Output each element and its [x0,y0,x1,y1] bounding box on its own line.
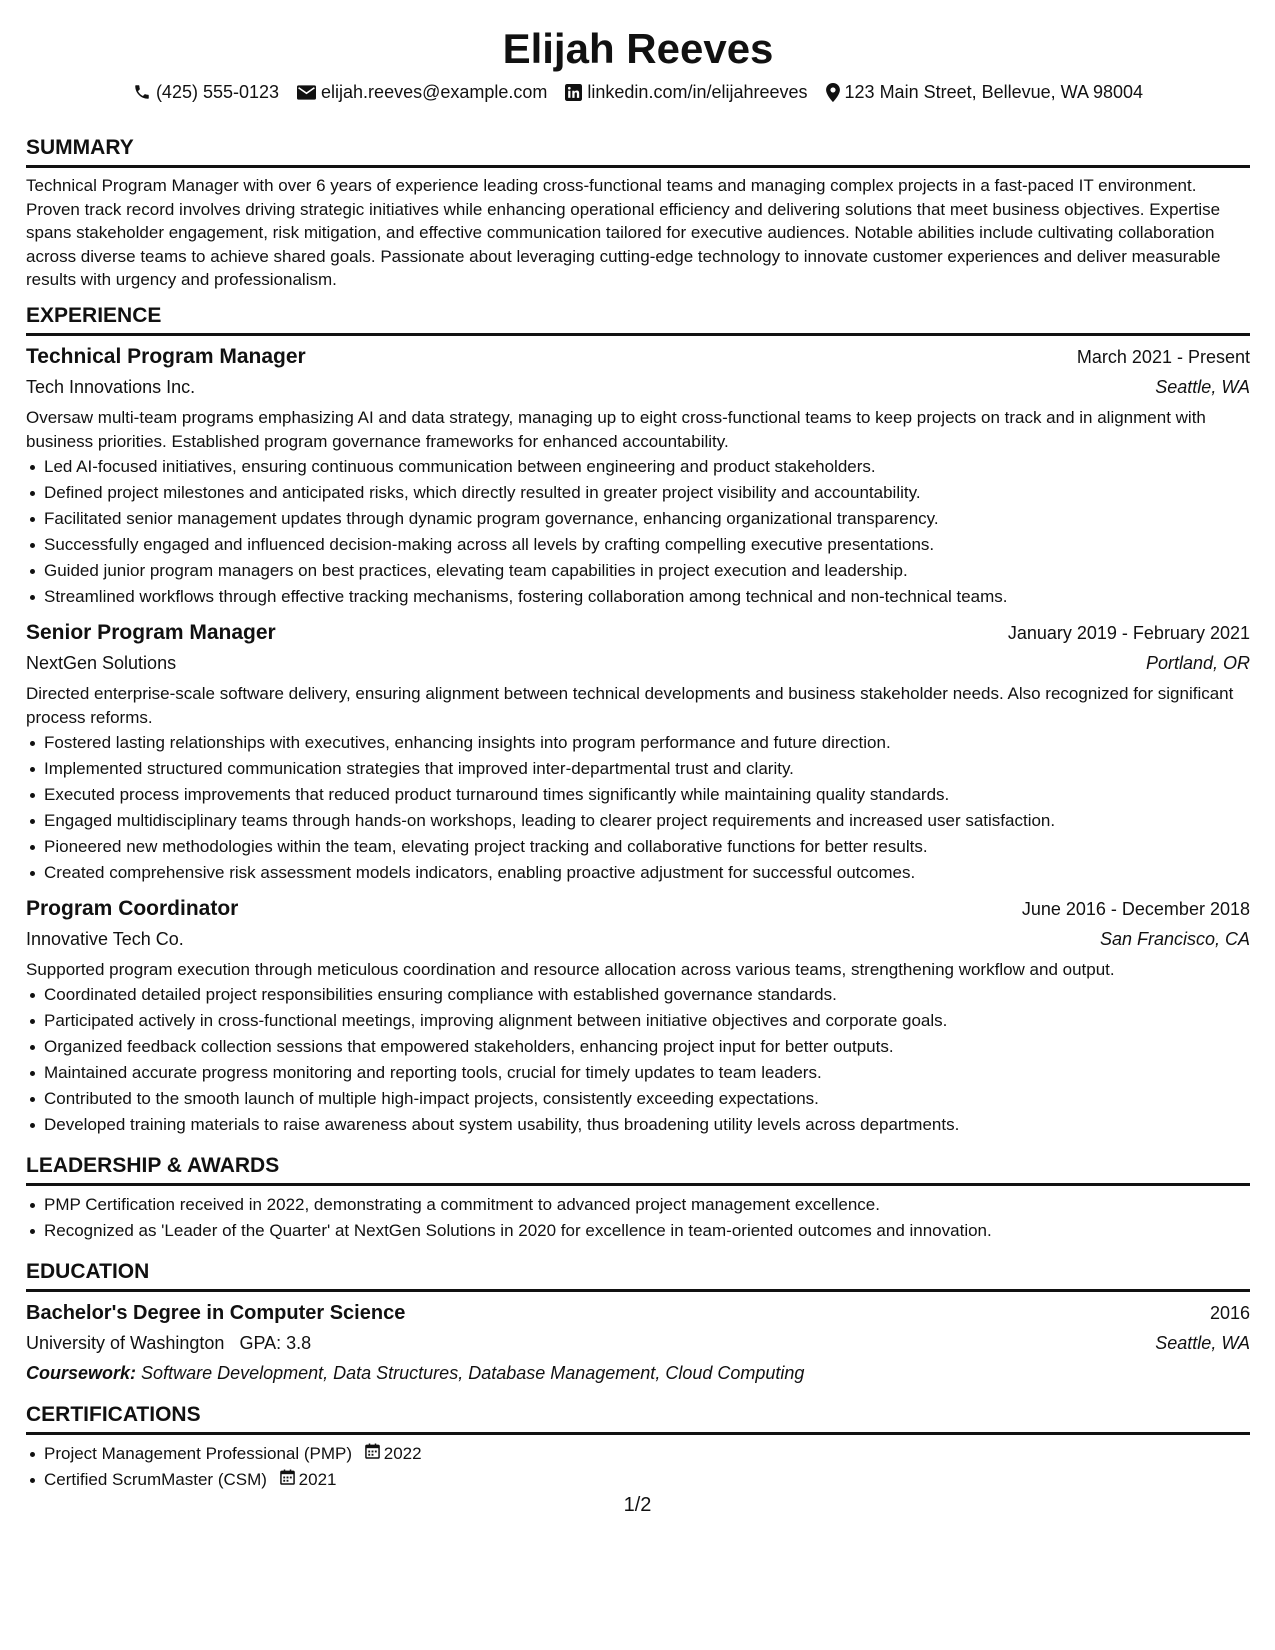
job-description: Supported program execution through meticulous coordination and resource allocation across various teams, strengthening workflow and output. [26,959,1115,979]
list-item [44,1441,1250,1467]
list-item: Engaged multidisciplinary teams through hands-on workshops, leading to clearer project requirements and increased user satisfaction. [44,808,1250,834]
job-bullets [26,454,1250,610]
school-info [26,1328,311,1358]
job-location: Seattle, WA [1155,376,1250,397]
company-name: NextGen Solutions [26,652,177,673]
contact-address [826,80,1144,104]
section-title-experience: EXPERIENCE [26,303,1250,336]
list-item: Streamlined workflows through effective tracking mechanisms, fostering collaboration among technical and non-technical teams. [44,584,1250,610]
email-link[interactable]: elijah.reeves@example.com [321,82,548,102]
job-entry [26,342,1250,610]
contact-bar [26,80,1250,104]
section-title-certifications: CERTIFICATIONS [26,1402,1250,1435]
list-item: Successfully engaged and influenced decision-making across all levels by crafting compelling executive presentations. [44,532,1250,558]
section-title-leadership: LEADERSHIP & AWARDS [26,1153,1250,1186]
section-title-summary: SUMMARY [26,135,1250,168]
graduation-year: 2016 [1209,1302,1250,1323]
linkedin-icon [565,84,582,101]
job-dates: January 2019 - February 2021 [1007,622,1250,643]
job-location: Portland, OR [1145,652,1250,673]
section-title-education: EDUCATION [26,1259,1250,1292]
cert-name: Project Management Professional (PMP) [44,1443,353,1463]
leadership-list [26,1192,1250,1244]
list-item: Guided junior program managers on best practices, elevating team capabilities in project execution and leadership. [44,558,1250,584]
job-description: Directed enterprise-scale software delivery, ensuring alignment between technical developments and business stakeholder needs. Also recognized for significant process reforms. [26,683,1234,727]
phone-icon [133,83,151,101]
summary-text: Technical Program Manager with over 6 years of experience leading cross-functional teams and managing complex projects in a fast-paced IT environment. Proven track record involves driving strategic initiatives while enhancing operational efficiency and delivering solutions that meet business objectives. Expertise spans stakeholder engagement, risk mitigation, and effective communication tailored for executive audiences. Notable abilities include cultivating collaboration across diverse teams to achieve shared goals. Passionate about leveraging cutting-edge technology to innovate customer experiences and deliver measurable results with urgency and professionalism. [26,176,1221,289]
education-section [26,1259,1250,1388]
job-title: Senior Program Manager [26,620,276,644]
list-item: Recognized as 'Leader of the Quarter' at NextGen Solutions in 2020 for excellence in team-oriented outcomes and innovation. [44,1218,1250,1244]
phone-text: (425) 555-0123 [155,82,280,102]
contact-email[interactable] [297,80,547,104]
coursework [26,1358,1250,1388]
school-location: Seattle, WA [1155,1332,1250,1353]
company-name: Tech Innovations Inc. [26,376,196,397]
cert-year: 2022 [383,1443,422,1463]
list-item: Pioneered new methodologies within the team, elevating project tracking and collaborative functions for better results. [44,834,1250,860]
list-item: Created comprehensive risk assessment models indicators, enabling proactive adjustment for successful outcomes. [44,860,1250,886]
experience-section [26,303,1250,1138]
list-item: Led AI-focused initiatives, ensuring continuous communication between engineering and product stakeholders. [44,454,1250,480]
list-item: Participated actively in cross-functional meetings, improving alignment between initiative objectives and corporate goals. [44,1008,1250,1034]
linkedin-link[interactable]: linkedin.com/in/elijahreeves [587,82,808,102]
job-dates: June 2016 - December 2018 [1021,898,1250,919]
list-item: Fostered lasting relationships with executives, enhancing insights into program performance and future direction. [44,730,1250,756]
cert-date [280,1467,337,1493]
list-item: Developed training materials to raise awareness about system usability, thus broadening utility levels across departments. [44,1112,1250,1138]
coursework-list: Software Development, Data Structures, Database Management, Cloud Computing [141,1362,805,1383]
envelope-icon [297,85,316,100]
page-number: 1/2 [623,1494,652,1516]
coursework-label: Coursework: [26,1362,137,1383]
job-description: Oversaw multi-team programs emphasizing AI and data strategy, managing up to eight cross-functional teams to keep projects on track and in alignment with business priorities. Established program governance frameworks for enhanced accountability. [26,407,1206,451]
summary-section [26,135,1250,292]
list-item [44,1467,1250,1493]
certifications-list [26,1441,1250,1493]
list-item: Organized feedback collection sessions that empowered stakeholders, enhancing project input for better outputs. [44,1034,1250,1060]
map-pin-icon [826,83,840,102]
cert-date [365,1441,422,1467]
list-item: Defined project milestones and anticipated risks, which directly resulted in greater project visibility and accountability. [44,480,1250,506]
contact-linkedin[interactable] [565,80,807,104]
company-name: Innovative Tech Co. [26,928,184,949]
calendar-icon [280,1467,295,1493]
job-title: Program Coordinator [26,896,239,920]
list-item: Facilitated senior management updates through dynamic program governance, enhancing organizational transparency. [44,506,1250,532]
certifications-section [26,1402,1250,1493]
job-title: Technical Program Manager [26,344,306,368]
contact-phone [133,80,279,104]
job-entry [26,618,1250,886]
list-item: Coordinated detailed project responsibilities ensuring compliance with established governance standards. [44,982,1250,1008]
job-dates: March 2021 - Present [1076,346,1250,367]
job-bullets [26,730,1250,886]
job-entry [26,894,1250,1138]
cert-year: 2021 [298,1469,337,1489]
candidate-name: Elijah Reeves [502,25,774,72]
list-item: Maintained accurate progress monitoring and reporting tools, crucial for timely updates to team leaders. [44,1060,1250,1086]
list-item: PMP Certification received in 2022, demonstrating a commitment to advanced project management excellence. [44,1192,1250,1218]
resume-page [26,0,1250,1493]
list-item: Implemented structured communication strategies that improved inter-departmental trust and clarity. [44,756,1250,782]
job-bullets [26,982,1250,1138]
leadership-section [26,1153,1250,1244]
address-text: 123 Main Street, Bellevue, WA 98004 [844,82,1144,102]
school-name: University of Washington [26,1332,225,1353]
cert-name: Certified ScrumMaster (CSM) [44,1469,267,1489]
gpa: GPA: 3.8 [239,1332,312,1353]
calendar-icon [365,1441,380,1467]
job-location: San Francisco, CA [1099,928,1250,949]
list-item: Executed process improvements that reduced product turnaround times significantly while maintaining quality standards. [44,782,1250,808]
degree-title: Bachelor's Degree in Computer Science [26,1301,406,1324]
list-item: Contributed to the smooth launch of multiple high-impact projects, consistently exceeding expectations. [44,1086,1250,1112]
